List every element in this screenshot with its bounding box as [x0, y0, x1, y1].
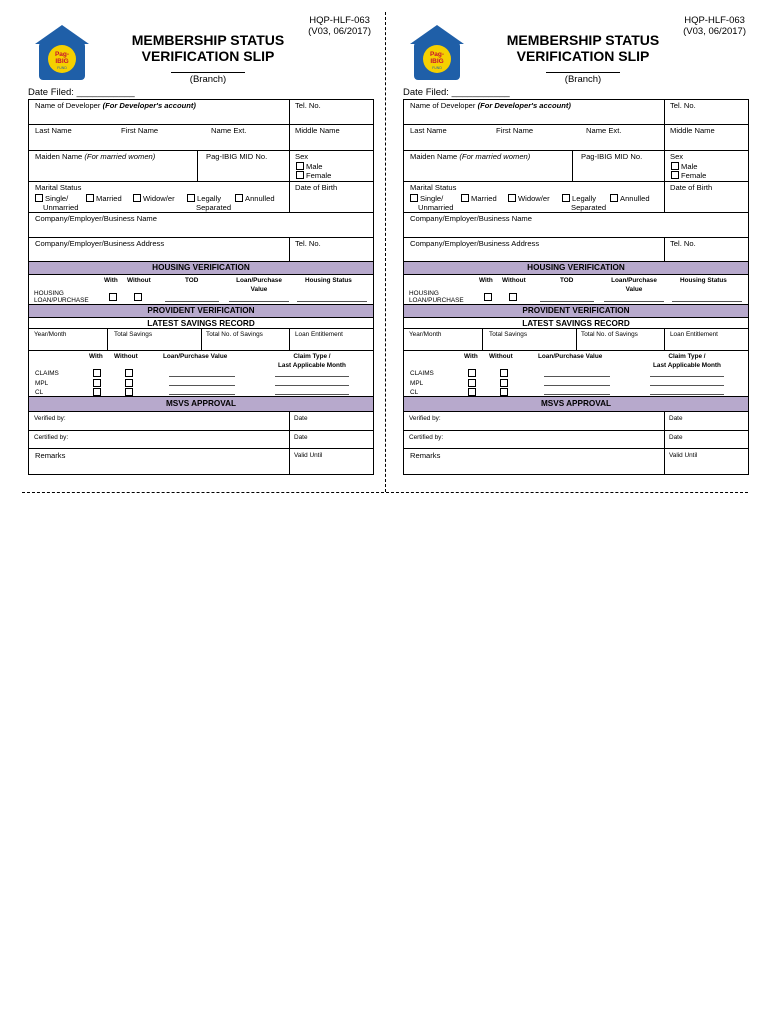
last-name-label: Last Name [410, 126, 447, 135]
valid-until-label: Valid Until [294, 452, 323, 459]
housing-with-label: With [479, 277, 493, 284]
date-filed-field[interactable]: Date Filed: ___________ [403, 87, 510, 98]
cut-line-vertical [385, 12, 386, 492]
provident-header [29, 305, 373, 318]
unmarried-text: Unmarried [418, 203, 454, 212]
developer-label [35, 101, 196, 110]
claims-without-checkbox[interactable] [500, 369, 508, 377]
cl-without-checkbox[interactable] [500, 388, 508, 396]
tel2-label: Tel. No. [670, 239, 696, 248]
logo-text-fund: FUND [57, 66, 67, 70]
certified-label: Certified by: [34, 434, 69, 441]
female-text: Female [306, 171, 332, 180]
year-month-cell[interactable] [404, 329, 482, 350]
mpl-type-line[interactable] [650, 385, 724, 386]
claims-loan-label: Loan/Purchase Value [163, 353, 228, 360]
logo-text-ibig: IBIG [430, 58, 444, 65]
single-text: Single/ [45, 194, 69, 203]
verified-date-label: Date [669, 415, 683, 422]
claims-block [404, 351, 748, 397]
unmarried-text: Unmarried [43, 203, 79, 212]
legally-separated-checkbox[interactable] [562, 194, 570, 202]
housing-loan-label [604, 276, 664, 294]
remarks-cell[interactable] [404, 449, 664, 474]
remarks-label: Remarks [35, 451, 66, 460]
maiden-label [35, 152, 155, 161]
sex-female-option[interactable] [671, 171, 706, 180]
housing-without-checkbox[interactable] [134, 293, 142, 301]
female-checkbox[interactable] [296, 171, 304, 179]
claim-type-1: Claim Type / [668, 353, 706, 360]
housing-row-1: HOUSING [409, 290, 439, 297]
maiden-cell[interactable] [404, 151, 572, 181]
form-code-number: HQP-HLF-063 [684, 15, 745, 26]
annulled-text: Annulled [245, 194, 275, 203]
certified-cell[interactable] [29, 431, 289, 448]
legally-text: Legally [572, 194, 597, 203]
row-names [29, 125, 373, 151]
cl-without-checkbox[interactable] [125, 388, 133, 396]
claims-without-label: Without [114, 353, 138, 360]
maiden-note: (For married women) [459, 152, 531, 161]
married-checkbox[interactable] [86, 194, 94, 202]
claim-type-2: Last Applicable Month [278, 362, 346, 369]
company-address-cell[interactable] [29, 238, 289, 261]
claims-without-checkbox[interactable] [125, 369, 133, 377]
year-month-cell[interactable] [29, 329, 107, 350]
housing-row-label [409, 290, 464, 304]
form-box [403, 99, 749, 475]
total-no-cell[interactable] [201, 329, 289, 350]
claims-type-line[interactable] [275, 376, 349, 377]
entitlement-label: Loan Entitlement [295, 331, 343, 338]
male-text: Male [306, 162, 323, 171]
developer-text: Name of Developer [35, 101, 101, 110]
form-title [88, 32, 328, 64]
separated-text: Separated [571, 203, 607, 212]
approval-header [29, 397, 373, 412]
housing-without-label: Without [127, 277, 151, 284]
savings-subheader-text: LATEST SAVINGS RECORD [147, 319, 255, 328]
annulled-option[interactable] [235, 194, 275, 203]
housing-body [29, 275, 373, 305]
middle-name-label: Middle Name [670, 126, 715, 135]
single-option[interactable] [410, 194, 443, 203]
form-code-number: HQP-HLF-063 [309, 15, 370, 26]
cl-loan-line[interactable] [544, 394, 610, 395]
dob-cell[interactable] [289, 182, 373, 212]
mid-label: Pag-IBIG MID No. [581, 152, 643, 161]
company-cell[interactable] [29, 213, 373, 237]
certified-cell[interactable] [404, 431, 664, 448]
title-line-1: MEMBERSHIP STATUS [506, 32, 660, 48]
housing-row-1: HOUSING [34, 290, 64, 297]
widow-option[interactable] [133, 194, 175, 203]
company-address-cell[interactable] [404, 238, 664, 261]
housing-loan-1: Loan/Purchase [236, 277, 282, 284]
annulled-option[interactable] [610, 194, 650, 203]
housing-tod-line[interactable] [165, 301, 219, 302]
maiden-text: Maiden Name [410, 152, 458, 161]
developer-cell[interactable] [29, 100, 289, 124]
title-line-2: VERIFICATION SLIP [516, 48, 650, 64]
mpl-with-checkbox[interactable] [93, 379, 101, 387]
dob-cell[interactable] [664, 182, 748, 212]
mid-cell[interactable] [197, 151, 289, 181]
sex-male-option[interactable] [296, 162, 322, 171]
name-ext-label: Name Ext. [586, 126, 622, 135]
maiden-cell[interactable] [29, 151, 197, 181]
form-box [28, 99, 374, 475]
widow-checkbox[interactable] [133, 194, 141, 202]
middle-name-cell[interactable] [664, 125, 748, 150]
form-version: (V03, 06/2017) [683, 26, 746, 37]
claims-with-checkbox[interactable] [468, 369, 476, 377]
company-address-label: Company/Employer/Business Address [410, 239, 540, 248]
savings-row [404, 329, 748, 351]
legally-separated-option[interactable] [562, 194, 596, 203]
maiden-label [410, 152, 530, 161]
logo-text-fund: FUND [432, 66, 442, 70]
verified-label: Verified by: [409, 415, 441, 422]
remarks-row [404, 449, 748, 474]
housing-loan-2: Value [250, 286, 268, 293]
verified-cell[interactable] [404, 412, 664, 430]
tel2-cell[interactable] [289, 238, 373, 261]
mpl-loan-line[interactable] [169, 385, 235, 386]
logo-text-ibig: IBIG [55, 58, 69, 65]
first-name-label: First Name [496, 126, 534, 135]
housing-tod-line[interactable] [540, 301, 594, 302]
verified-label: Verified by: [34, 415, 66, 422]
year-month-label: Year/Month [409, 331, 442, 338]
name-ext-label: Name Ext. [211, 126, 247, 135]
single-checkbox[interactable] [35, 194, 43, 202]
remarks-cell[interactable] [29, 449, 289, 474]
branch-label: (Branch) [189, 74, 227, 85]
logo-text-pag: Pag- [54, 51, 70, 58]
sex-label: Sex [295, 152, 309, 161]
separated-text: Separated [196, 203, 232, 212]
certified-date-label: Date [669, 434, 683, 441]
mpl-without-checkbox[interactable] [125, 379, 133, 387]
year-month-label: Year/Month [34, 331, 67, 338]
cl-type-line[interactable] [650, 394, 724, 395]
provident-header-text: PROVIDENT VERIFICATION [522, 306, 630, 315]
verified-date-cell[interactable] [289, 412, 373, 430]
form-version: (V03, 06/2017) [308, 26, 371, 37]
entitlement-cell[interactable] [664, 329, 748, 350]
housing-row-label [34, 290, 89, 304]
sex-label: Sex [670, 152, 684, 161]
legally-separated-option[interactable] [187, 194, 221, 203]
mid-label: Pag-IBIG MID No. [206, 152, 268, 161]
housing-with-checkbox[interactable] [109, 293, 117, 301]
verified-date-label: Date [294, 415, 308, 422]
housing-loan-line[interactable] [604, 301, 664, 302]
housing-loan-label [229, 276, 289, 294]
claims-type-label [267, 352, 357, 370]
widow-option[interactable] [508, 194, 550, 203]
developer-label [410, 101, 571, 110]
certified-label: Certified by: [409, 434, 444, 441]
cl-loan-line[interactable] [169, 394, 235, 395]
married-text: Married [471, 194, 497, 203]
housing-loan-1: Loan/Purchase [611, 277, 657, 284]
claims-block [29, 351, 373, 397]
row-company-address [404, 238, 748, 262]
branch-line [546, 72, 620, 73]
row-company-address [29, 238, 373, 262]
widow-checkbox[interactable] [508, 194, 516, 202]
marital-cell [404, 182, 664, 212]
housing-with-checkbox[interactable] [484, 293, 492, 301]
certified-date-label: Date [294, 434, 308, 441]
male-text: Male [681, 162, 698, 171]
housing-without-label: Without [502, 277, 526, 284]
tel-label: Tel. No. [670, 101, 696, 110]
marital-cell [29, 182, 289, 212]
form-title [463, 32, 703, 64]
single-option[interactable] [35, 194, 68, 203]
name-cell[interactable] [404, 125, 664, 150]
branch-field[interactable] [28, 72, 388, 85]
row-maiden [29, 151, 373, 182]
company-label: Company/Employer/Business Name [35, 214, 157, 223]
branch-line [171, 72, 245, 73]
logo-text-pag: Pag- [429, 51, 445, 58]
marital-label: Marital Status [35, 183, 82, 192]
housing-tod-label: TOD [560, 277, 574, 284]
annulled-text: Annulled [620, 194, 650, 203]
housing-row-2: LOAN/PURCHASE [409, 297, 464, 304]
female-checkbox[interactable] [671, 171, 679, 179]
row-maiden [404, 151, 748, 182]
verified-cell[interactable] [29, 412, 289, 430]
housing-without-checkbox[interactable] [509, 293, 517, 301]
row-names [404, 125, 748, 151]
claims-type-label [642, 352, 732, 370]
approval-header [404, 397, 748, 412]
tel-label: Tel. No. [295, 101, 321, 110]
marital-label: Marital Status [410, 183, 457, 192]
housing-with-label: With [104, 277, 118, 284]
developer-note: (For Developer's account) [477, 101, 571, 110]
sex-cell [664, 151, 748, 181]
valid-until-cell[interactable] [664, 449, 748, 474]
total-savings-label: Total Savings [489, 331, 528, 338]
developer-text: Name of Developer [410, 101, 476, 110]
female-text: Female [681, 171, 707, 180]
claims-type-line[interactable] [650, 376, 724, 377]
total-no-cell[interactable] [576, 329, 664, 350]
housing-header [404, 262, 748, 275]
approval-header-text: MSVS APPROVAL [165, 399, 237, 408]
developer-note: (For Developer's account) [102, 101, 196, 110]
legally-separated-checkbox[interactable] [187, 194, 195, 202]
verified-date-cell[interactable] [664, 412, 748, 430]
provident-header-text: PROVIDENT VERIFICATION [147, 306, 255, 315]
row-developer [29, 100, 373, 125]
middle-name-label: Middle Name [295, 126, 340, 135]
approval-header-text: MSVS APPROVAL [540, 399, 612, 408]
certified-row [404, 431, 748, 449]
claims-without-label: Without [489, 353, 513, 360]
verified-row [404, 412, 748, 431]
provident-header [404, 305, 748, 318]
widow-text: Widow/er [143, 194, 175, 203]
total-no-label: Total No. of Savings [581, 331, 638, 338]
sex-female-option[interactable] [296, 171, 331, 180]
mid-cell[interactable] [572, 151, 664, 181]
remarks-row [29, 449, 373, 474]
housing-status-label: Housing Status [680, 277, 727, 284]
claims-row-label: CLAIMS [35, 370, 59, 377]
cut-line-horizontal [22, 492, 748, 493]
row-company [29, 213, 373, 238]
claims-with-label: With [464, 353, 478, 360]
first-name-label: First Name [121, 126, 159, 135]
widow-text: Widow/er [518, 194, 550, 203]
mpl-row-label: MPL [35, 380, 49, 387]
single-checkbox[interactable] [410, 194, 418, 202]
certified-date-cell[interactable] [664, 431, 748, 448]
certified-row [29, 431, 373, 449]
housing-header-text: HOUSING VERIFICATION [152, 263, 250, 272]
mpl-loan-line[interactable] [544, 385, 610, 386]
mpl-row-label: MPL [410, 380, 424, 387]
married-option[interactable] [86, 194, 122, 203]
cl-row-label: CL [35, 389, 44, 396]
certified-date-cell[interactable] [289, 431, 373, 448]
row-company [404, 213, 748, 238]
married-checkbox[interactable] [461, 194, 469, 202]
branch-field[interactable] [403, 72, 763, 85]
maiden-text: Maiden Name [35, 152, 83, 161]
mpl-without-checkbox[interactable] [500, 379, 508, 387]
name-cell[interactable] [29, 125, 289, 150]
entitlement-cell[interactable] [289, 329, 373, 350]
remarks-label: Remarks [410, 451, 441, 460]
total-savings-label: Total Savings [114, 331, 153, 338]
cl-row-label: CL [410, 389, 419, 396]
total-no-label: Total No. of Savings [206, 331, 263, 338]
claim-type-2: Last Applicable Month [653, 362, 721, 369]
claims-loan-line[interactable] [169, 376, 235, 377]
savings-row [29, 329, 373, 351]
savings-subheader [29, 318, 373, 329]
total-savings-cell[interactable] [482, 329, 576, 350]
claims-loan-label: Loan/Purchase Value [538, 353, 603, 360]
housing-body [404, 275, 748, 305]
total-savings-cell[interactable] [107, 329, 201, 350]
housing-status-line[interactable] [297, 301, 367, 302]
single-text: Single/ [420, 194, 444, 203]
cl-with-checkbox[interactable] [93, 388, 101, 396]
male-checkbox[interactable] [671, 162, 679, 170]
mpl-with-checkbox[interactable] [468, 379, 476, 387]
cl-with-checkbox[interactable] [468, 388, 476, 396]
legally-text: Legally [197, 194, 222, 203]
dob-label: Date of Birth [670, 183, 713, 192]
claims-with-label: With [89, 353, 103, 360]
male-checkbox[interactable] [296, 162, 304, 170]
verified-row [29, 412, 373, 431]
company-cell[interactable] [404, 213, 748, 237]
date-filed-field[interactable]: Date Filed: ___________ [28, 87, 135, 98]
annulled-checkbox[interactable] [235, 194, 243, 202]
annulled-checkbox[interactable] [610, 194, 618, 202]
maiden-note: (For married women) [84, 152, 156, 161]
housing-tod-label: TOD [185, 277, 199, 284]
company-address-label: Company/Employer/Business Address [35, 239, 165, 248]
housing-row-2: LOAN/PURCHASE [34, 297, 89, 304]
tel-cell[interactable] [289, 100, 373, 124]
mpl-type-line[interactable] [275, 385, 349, 386]
entitlement-label: Loan Entitlement [670, 331, 718, 338]
housing-loan-2: Value [625, 286, 643, 293]
married-option[interactable] [461, 194, 497, 203]
row-marital [404, 182, 748, 213]
claims-loan-line[interactable] [544, 376, 610, 377]
housing-loan-line[interactable] [229, 301, 289, 302]
housing-status-line[interactable] [672, 301, 742, 302]
savings-subheader [404, 318, 748, 329]
sex-cell [289, 151, 373, 181]
dob-label: Date of Birth [295, 183, 338, 192]
company-label: Company/Employer/Business Name [410, 214, 532, 223]
row-developer [404, 100, 748, 125]
claims-with-checkbox[interactable] [93, 369, 101, 377]
cl-type-line[interactable] [275, 394, 349, 395]
last-name-label: Last Name [35, 126, 72, 135]
title-line-1: MEMBERSHIP STATUS [131, 32, 285, 48]
housing-header-text: HOUSING VERIFICATION [527, 263, 625, 272]
tel2-label: Tel. No. [295, 239, 321, 248]
tel2-cell[interactable] [664, 238, 748, 261]
middle-name-cell[interactable] [289, 125, 373, 150]
row-marital [29, 182, 373, 213]
valid-until-label: Valid Until [669, 452, 698, 459]
housing-header [29, 262, 373, 275]
sex-male-option[interactable] [671, 162, 697, 171]
tel-cell[interactable] [664, 100, 748, 124]
valid-until-cell[interactable] [289, 449, 373, 474]
claims-row-label: CLAIMS [410, 370, 434, 377]
branch-label: (Branch) [564, 74, 602, 85]
savings-subheader-text: LATEST SAVINGS RECORD [522, 319, 630, 328]
developer-cell[interactable] [404, 100, 664, 124]
housing-status-label: Housing Status [305, 277, 352, 284]
married-text: Married [96, 194, 122, 203]
claim-type-1: Claim Type / [293, 353, 331, 360]
title-line-2: VERIFICATION SLIP [141, 48, 275, 64]
